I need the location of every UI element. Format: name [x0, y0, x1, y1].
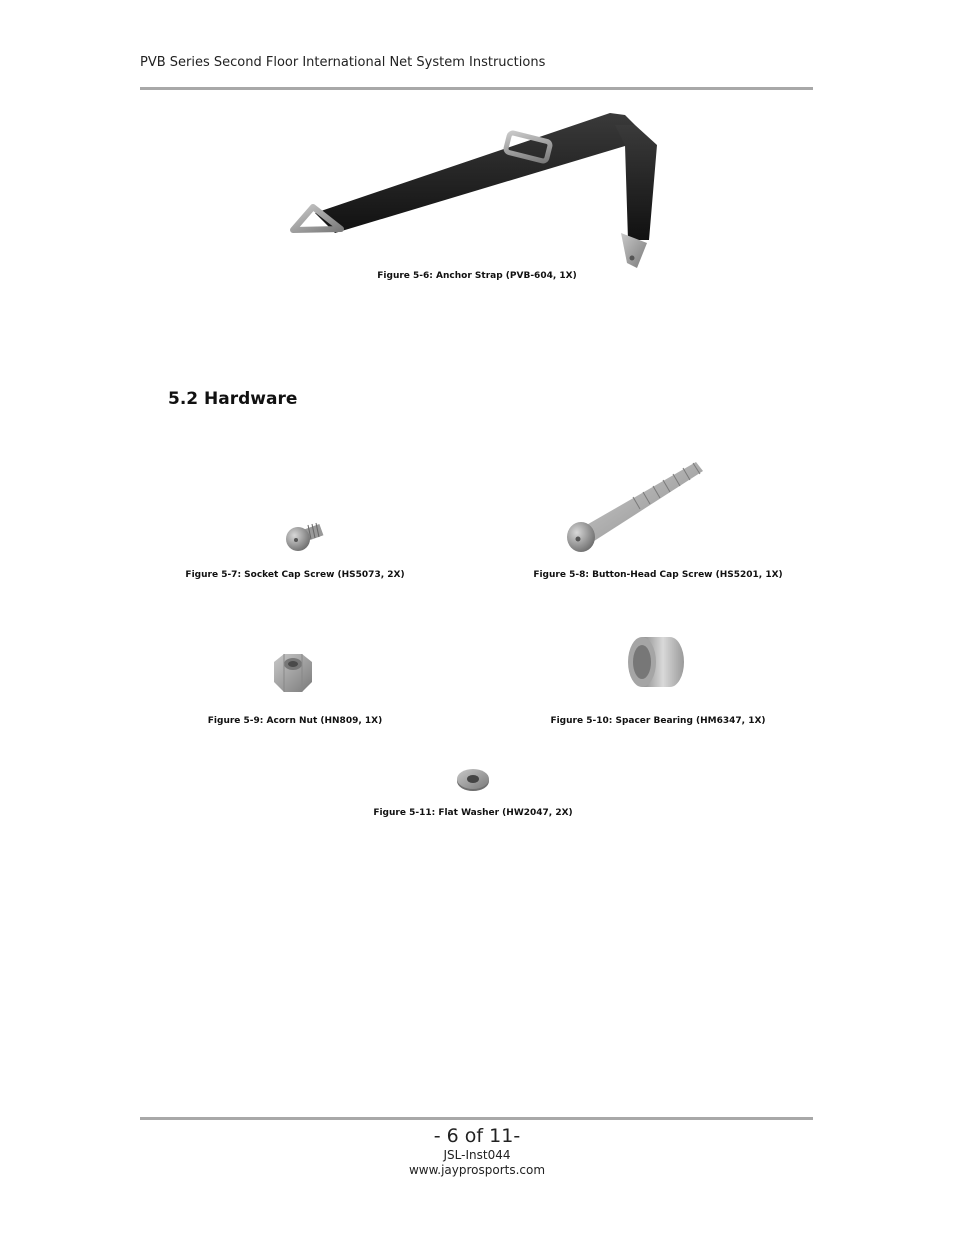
figure-caption-anchor-strap: Figure 5-6: Anchor Strap (PVB-604, 1X) — [377, 271, 577, 281]
section-title: 5.2 Hardware — [168, 389, 298, 409]
page-number: - 6 of 11- — [433, 1125, 521, 1147]
header-title: PVB Series Second Floor International Net System Instructions — [140, 55, 546, 70]
figure-caption-acorn-nut: Figure 5-9: Acorn Nut (HN809, 1X) — [207, 716, 383, 726]
footer-rule — [140, 1117, 813, 1120]
button-head-cap-screw-image — [563, 457, 708, 557]
acorn-nut-image — [270, 652, 316, 694]
flat-washer-image — [455, 767, 491, 793]
figure-caption-spacer-bearing: Figure 5-10: Spacer Bearing (HM6347, 1X) — [550, 716, 766, 726]
document-id: JSL-Inst044 — [443, 1148, 511, 1162]
header-rule — [140, 87, 813, 90]
figure-caption-button-head-cap-screw: Figure 5-8: Button-Head Cap Screw (HS5201, 1X) — [533, 570, 783, 580]
website-url: www.jayprosports.com — [408, 1163, 546, 1177]
spacer-bearing-image — [624, 631, 686, 693]
figure-caption-socket-cap-screw: Figure 5-7: Socket Cap Screw (HS5073, 2X) — [185, 570, 405, 580]
anchor-strap-image — [285, 105, 670, 275]
figure-caption-flat-washer: Figure 5-11: Flat Washer (HW2047, 2X) — [373, 808, 573, 818]
socket-cap-screw-image — [284, 519, 326, 553]
